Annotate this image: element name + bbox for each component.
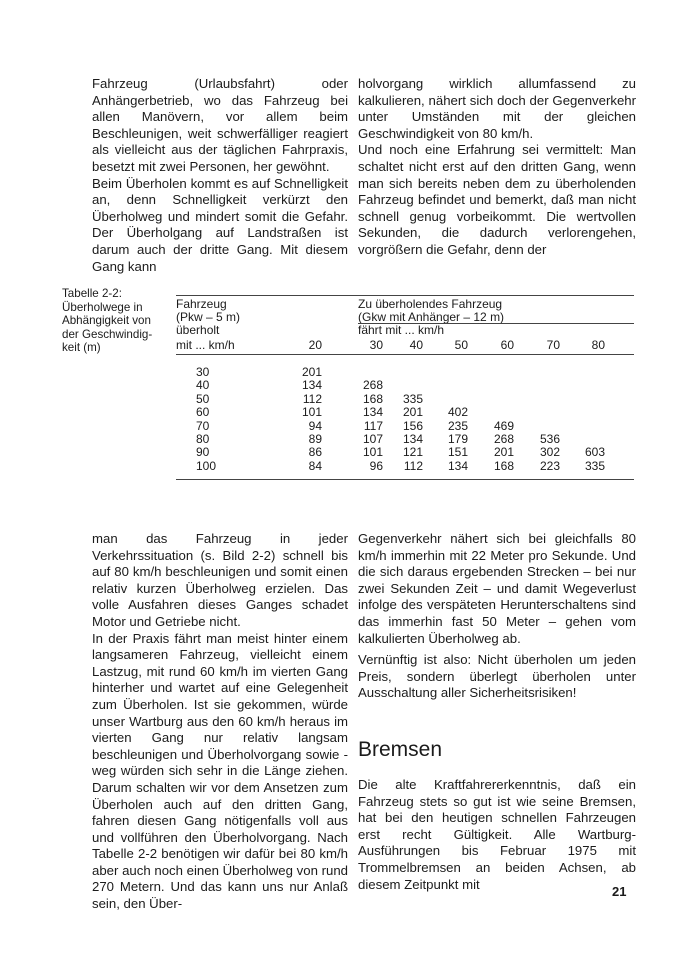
row-speed: 100 <box>196 458 217 473</box>
row-speed: 40 <box>196 378 210 393</box>
paragraph: Vernünftig ist also: Nicht überholen um jeden Preis, sondern überlegt überholen unter Ausschaltung aller Sicherheitsrisiken! <box>358 652 636 701</box>
left-header-line: mit ... km/h <box>176 338 235 352</box>
column-speed-header: 60 <box>500 338 514 352</box>
table-cell: 201 <box>301 365 322 379</box>
text-column-bremsen <box>358 777 636 893</box>
table-cell: 112 <box>403 458 423 473</box>
table-cell: 168 <box>362 391 383 406</box>
table-cell: 201 <box>493 445 514 460</box>
table-cell: 469 <box>493 418 514 433</box>
right-header-line: Zu überholendes Fahrzeug <box>358 297 503 311</box>
table-bottom-rule <box>176 479 634 480</box>
row-speed: 30 <box>196 365 210 379</box>
table-cell: 335 <box>584 458 605 473</box>
table-cell: 96 <box>369 458 383 473</box>
right-header-rule <box>358 323 634 324</box>
left-header-line: Fahrzeug <box>176 297 227 311</box>
text-column-bottom-right <box>358 531 636 702</box>
paragraph: In der Praxis fährt man meist hinter einem langsameren Fahrzeug, vielleicht einem Lastzug, mit rund 60 km/h im vierten Gang hinterher und wartet auf eine Gelegenheit zum Überholen. Ist sie gekommen, würde unser Wartburg aus den 60 km/h heraus im vierten Gang nur relativ langsam beschleunigen und Überholvorgang sowie -weg würden sich sehr in die Länge ziehen. Darum schalten wir vor dem Ansetzen zum Überholen auch auf den dritten Gang, fahren diesen Gang nötigenfalls voll aus und vollführen den Überholvorgang. Nach Tabelle 2-2 benötigen wir dafür bei 80 km/h aber auch noch einen Überholweg von rund 270 Metern. Und das kann uns nur Anlaß sein, den Über- <box>92 630 348 912</box>
table-cell: 134 <box>301 378 322 393</box>
table-cell: 223 <box>539 458 560 473</box>
text-column-top-left <box>92 76 348 275</box>
table-cell: 121 <box>402 445 423 460</box>
left-header-line: überholt <box>176 323 220 337</box>
section-heading: Bremsen <box>358 738 443 761</box>
table-cell: 151 <box>447 445 468 460</box>
paragraph: Und noch eine Erfahrung sei vermittelt: Man schaltet nicht erst auf den dritten Gang, wenn man sich bereits neben dem zu überholenden Fahrzeug befindet und bemerkt, daß man nicht schnell genug vorbeikommt. Die wertvollen Sekunden, die dadurch verlorengehen, vorgrößern die Gefahr, denn der <box>358 142 636 257</box>
text-column-bottom-left <box>92 531 348 913</box>
table-cell: 536 <box>539 432 560 446</box>
column-speed-header: 20 <box>308 338 322 352</box>
column-speed-header: 70 <box>546 338 560 352</box>
table-cell: 101 <box>301 405 322 420</box>
table-cell: 156 <box>402 418 423 433</box>
table-cell: 134 <box>402 432 423 446</box>
table-cell: 179 <box>447 432 468 446</box>
table-cell: 268 <box>493 432 514 446</box>
table-caption <box>62 287 162 355</box>
table-cell: 117 <box>363 418 383 433</box>
table-cell: 335 <box>402 391 423 406</box>
row-speed: 70 <box>196 418 210 433</box>
table-cell: 603 <box>584 445 605 460</box>
right-header-line: (Gkw mit Anhänger – 12 m) <box>358 310 505 324</box>
row-speed: 60 <box>196 405 210 420</box>
caption-line: Abhängigkeit von <box>62 314 151 328</box>
table-cell: 89 <box>308 432 322 446</box>
table-cell: 112 <box>302 391 322 406</box>
row-speed: 80 <box>196 432 210 446</box>
paragraph: Die alte Kraftfahrererkenntnis, daß ein Fahrzeug stets so gut ist wie seine Bremsen, hat bei den heutigen schnellen Fahrzeugen erst recht Gültigkeit. Alle Wartburg-Ausführungen bis Februar 1975 mit Trommelbremsen an beiden Achsen, ab diesem Zeitpunkt mit <box>358 777 636 892</box>
page-number: 21 <box>612 884 627 899</box>
text-column-top-right <box>358 76 636 259</box>
table-cell: 134 <box>447 458 468 473</box>
table-cell: 94 <box>308 418 322 433</box>
table-cell: 84 <box>308 458 322 473</box>
row-speed: 50 <box>196 391 210 406</box>
paragraph: Gegenverkehr nähert sich bei gleichfalls 80 km/h immerhin mit 22 Meter pro Sekunde. Und die sich daraus ergebenden Strecken – bei nur zwei Sekunden Zeit – und damit Wegeverlust infolge des verspäteten Herunterschaltens sind das immerhin fast 50 Meter – gehen vom kalkulierten Überholweg ab. <box>358 531 636 646</box>
row-speed: 90 <box>196 445 210 460</box>
table-cell: 302 <box>539 445 560 460</box>
caption-line: Überholwege in <box>62 300 143 314</box>
table-cell: 134 <box>362 405 383 420</box>
caption-line: keit (m) <box>62 341 101 355</box>
paragraph: man das Fahrzeug in jeder Verkehrssituation (s. Bild 2-2) schnell bis auf 80 km/h beschleunigen und somit einen relativ kurzen Überholweg erzielen. Das volle Ausfahren dieses Ganges schadet Motor und Getriebe nicht. <box>92 531 348 629</box>
table-header-rule <box>176 354 634 355</box>
paragraph: holvorgang wirklich allumfassend zu kalkulieren, nähert sich doch der Gegenverkehr unter Umständen mit der gleichen Geschwindigkeit von 80 km/h. <box>358 76 636 141</box>
table-top-rule <box>176 295 634 296</box>
right-header-line: fährt mit ... km/h <box>358 323 445 337</box>
paragraph: Beim Überholen kommt es auf Schnelligkeit an, denn Schnelligkeit verkürzt den Überholweg und mindert somit die Gefahr. Der Überholgang auf Landstraßen ist darum auch der dritte Gang. Mit diesem Gang kann <box>92 175 348 274</box>
paragraph: Fahrzeug (Urlaubsfahrt) oder Anhängerbetrieb, wo das Fahrzeug bei allen Manövern, vor allem beim Beschleunigen, weit schwerfälliger reagiert als vielleicht aus der täglichen Fahrpraxis, besetzt mit zwei Personen, her gewöhnt. <box>92 76 348 174</box>
caption-line: der Geschwindig- <box>62 327 153 341</box>
table-cell: 402 <box>447 405 468 420</box>
column-speed-header: 40 <box>409 338 423 352</box>
table-cell: 235 <box>447 418 468 433</box>
table-cell: 268 <box>362 378 383 393</box>
table-cell: 101 <box>362 445 383 460</box>
column-speed-header: 50 <box>454 338 468 352</box>
table-cell: 107 <box>362 432 383 446</box>
table-cell: 86 <box>308 445 322 460</box>
caption-line: Tabelle 2-2: <box>62 287 122 300</box>
column-speed-header: 80 <box>591 338 605 352</box>
left-header-line: (Pkw – 5 m) <box>176 310 241 324</box>
table-cell: 201 <box>402 405 423 420</box>
table-cell: 168 <box>493 458 514 473</box>
column-speed-header: 30 <box>369 338 383 352</box>
